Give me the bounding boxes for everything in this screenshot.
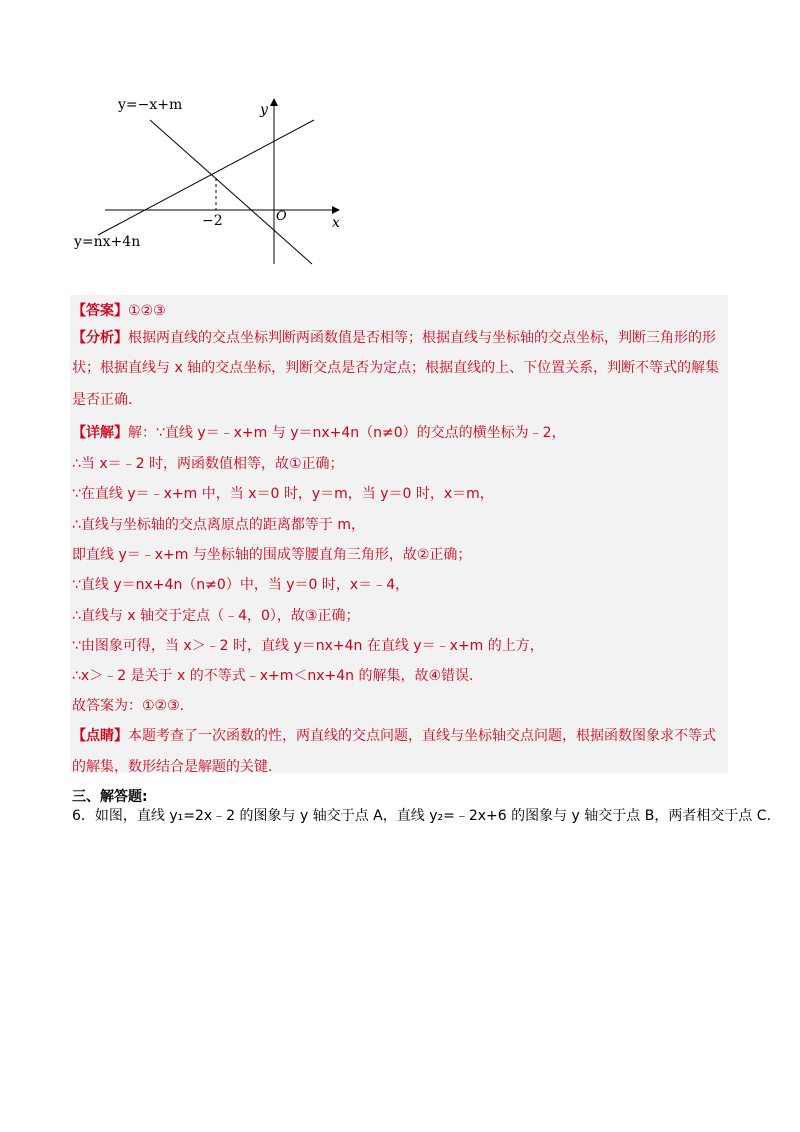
detail-line-7: ∴直线与 x 轴交于定点（﹣4，0），故③正确；	[72, 608, 360, 624]
comment-text-1: 本题考查了一次函数的性，两直线的交点问题，直线与坐标轴交点问题，根据函数图象求不等式	[128, 728, 716, 744]
x-axis-arrow	[332, 206, 340, 214]
x-axis-label: x	[332, 215, 340, 231]
y-axis-label: y	[260, 102, 268, 118]
detail-line-4: ∴直线与坐标轴的交点离原点的距离都等于 m，	[72, 517, 365, 533]
detail-tag: 【详解】	[72, 425, 128, 441]
analysis-tag: 【分析】	[72, 330, 128, 346]
answer-tag: 【答案】	[72, 303, 128, 319]
detail-line-3: ∵在直线 y＝﹣x+m 中，当 x＝0 时，y＝m，当 y＝0 时，x＝m，	[72, 486, 494, 502]
section-title: 三、解答题:	[72, 789, 148, 805]
label-line-nx-plus-4n: y=nx+4n	[74, 234, 141, 250]
tick-label-neg-2: −2	[202, 213, 223, 229]
detail-line-6: ∵直线 y＝nx+4n（n≠0）中，当 y＝0 时，x＝﹣4，	[72, 577, 410, 593]
origin-label: O	[276, 209, 287, 224]
detail-line-5: 即直线 y＝﹣x+m 与坐标轴的围成等腰直角三角形，故②正确；	[72, 547, 472, 563]
question-6: 6．如图，直线 y₁=2x﹣2 的图象与 y 轴交于点 A，直线 y₂=﹣2x+6 的图象与 y 轴交于点 B，两者相交于点 C.	[72, 808, 772, 824]
line-neg-x-plus-m	[150, 120, 312, 264]
detail-line-9: ∴x＞﹣2 是关于 x 的不等式﹣x+m＜nx+4n 的解集，故④错误.	[72, 668, 474, 684]
comment-line-2: 的解集，数形结合是解题的关键.	[72, 759, 273, 775]
detail-line-10: 故答案为：①②③.	[72, 698, 185, 714]
detail-text-1: 解：∵直线 y＝﹣x+m 与 y＝nx+4n（n≠0）的交点的横坐标为﹣2，	[128, 425, 566, 441]
comment-tag: 【点睛】	[72, 728, 128, 744]
detail-line-8: ∵由图象可得，当 x＞﹣2 时，直线 y＝nx+4n 在直线 y＝﹣x+m 的上方，	[72, 638, 544, 654]
y-axis-arrow	[270, 98, 278, 106]
analysis-line-2: 状；根据直线与 x 轴的交点坐标，判断交点是否为定点；根据直线的上、下位置关系，判断不等式的解集	[72, 360, 720, 376]
answer-text: ①②③	[128, 303, 166, 319]
detail-line-2: ∴当 x＝﹣2 时，两函数值相等，故①正确；	[72, 456, 344, 472]
label-line-neg-x-plus-m: y=−x+m	[118, 97, 183, 113]
function-graph-figure	[70, 92, 370, 272]
graph-svg	[70, 92, 370, 272]
comment-line-1	[72, 726, 716, 746]
detail-line-1	[72, 423, 566, 443]
analysis-line-3: 是否正确.	[72, 392, 133, 408]
analysis-text-1: 根据两直线的交点坐标判断两函数值是否相等；根据直线与坐标轴的交点坐标，判断三角形的形	[128, 330, 716, 346]
analysis-line-1	[72, 328, 716, 348]
answer-line	[72, 301, 166, 321]
